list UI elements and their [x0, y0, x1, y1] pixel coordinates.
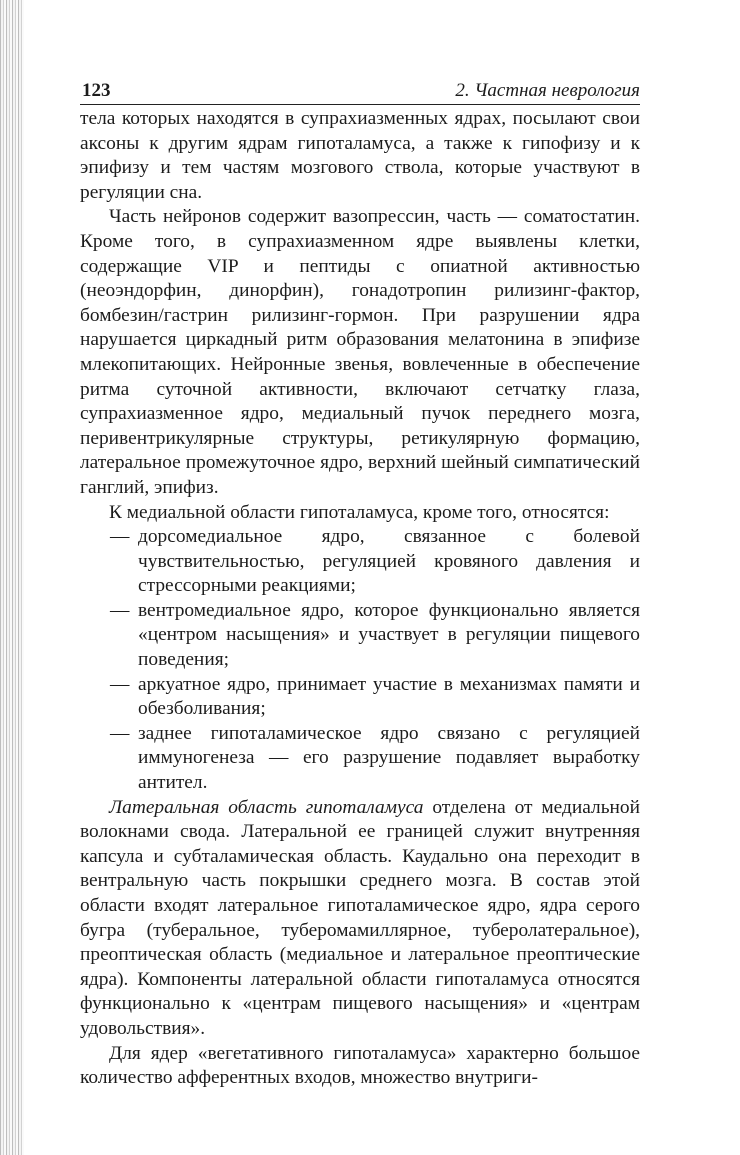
list-dash: — [110, 526, 130, 548]
page-header [80, 78, 640, 105]
paragraph-continuation: тела которых находятся в супрахиазменных ядрах, посылают свои аксоны к другим ядрам гипоталамуса, а также к гипофизу и к эпифизу и тем частям мозгового ствола, которые участвуют в регуляции сна. [80, 108, 640, 203]
paragraph-vegetative: Для ядер «вегетативного гипоталамуса» характерно большое количество афферентных входов, множество внутриги- [80, 1042, 640, 1089]
list-item-text: дорсомедиальное ядро, связанное с болевой чувствительностью, регуляцией кровяного давления и стрессорными реакциями; [138, 526, 640, 597]
running-title: 2. Частная неврология [455, 80, 640, 101]
list-item [80, 525, 640, 599]
paragraph-medial-area: К медиальной области гипоталамуса, кроме того, относятся: [109, 501, 610, 523]
page-body [80, 107, 640, 1091]
page-number: 123 [82, 80, 111, 101]
list-dash: — [110, 722, 130, 744]
list-item-text: заднее гипоталамическое ядро связано с регуляцией иммуногенеза — его разрушение подавляет выработку антител. [138, 722, 640, 794]
list-dash: — [110, 673, 130, 695]
nuclei-list [80, 525, 640, 796]
paragraph-neurons: Часть нейронов содержит вазопрессин, часть — соматостатин. Кроме того, в супрахиазменном ядре выявлены клетки, содержащие VIP и пептиды с опиатной активностью (неоэндорфин, динорфин), гонадотропин рилизинг-фактор, бомбезин/гастрин рилизинг-гормон. При разрушении ядра нарушается циркадный ритм образования мелатонина в эпифизе млекопитающих. Нейронные звенья, вовлеченные в обеспечение ритма суточной активности, включают сетчатку глаза, супрахиазменное ядро, медиальный пучок переднего мозга, перивентрикулярные структуры, ретикулярную формацию, латеральное промежуточное ядро, верхний шейный симпатический ганглий, эпифиз. [80, 206, 640, 498]
list-item [80, 599, 640, 673]
list-dash: — [110, 599, 130, 621]
lateral-area-term: Латеральная область гипоталамуса [109, 796, 424, 818]
lateral-area-text: отделена от медиальной волокнами свода. Латеральной ее границей служит внутренняя капсула и субталамическая область. Каудально она переходит в вентральную часть покрышки среднего мозга. В состав этой области входят латеральное гипоталамическое ядро, ядра серого бугра (туберальное, туберомамиллярное, туберолатеральное), преоптическая область (медиальное и латеральное преоптические ядра). Компоненты латеральной области гипоталамуса относятся функционально к «центрам пищевого насыщения» и «центрам удовольствия». [80, 796, 640, 1039]
paragraph-lateral-area [80, 796, 640, 1042]
list-item [80, 722, 640, 796]
page-binding-edge [0, 0, 24, 1155]
book-page [80, 78, 640, 1091]
list-item-text: вентромедиальное ядро, которое функционально является «центром насыщения» и участвует в регуляции пищевого поведения; [138, 599, 640, 671]
list-item-text: аркуатное ядро, принимает участие в механизмах памяти и обезболивания; [138, 673, 640, 720]
list-item [80, 673, 640, 722]
